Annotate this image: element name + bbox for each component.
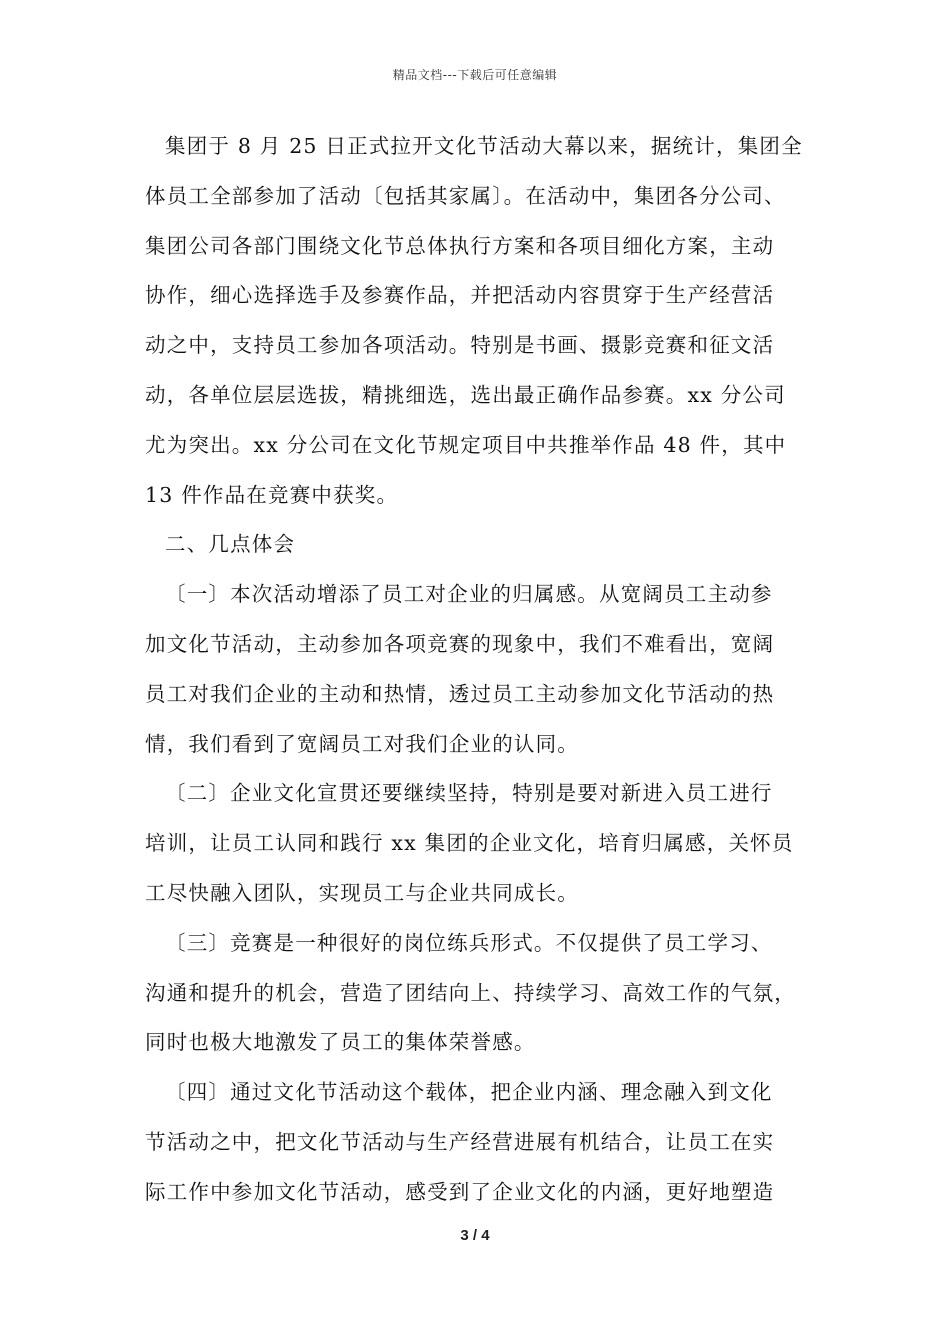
text-line: 情，我们看到了宽阔员工对我们企业的认同。 xyxy=(145,731,579,756)
paragraph-point-4 xyxy=(145,1068,810,1217)
paragraph-point-1 xyxy=(145,570,810,769)
section-heading-text: 二、几点体会 xyxy=(165,532,296,557)
text-line: 节活动之中，把文化节活动与生产经营进展有机结合，让员工在实 xyxy=(145,1129,775,1154)
text-line: 工尽快融入团队，实现员工与企业共同成长。 xyxy=(145,880,579,905)
page-header: 精品文档---下载后可任意编辑 xyxy=(392,68,558,82)
text-line: 沟通和提升的机会，营造了团结向上、持续学习、高效工作的气氛， xyxy=(145,980,796,1005)
text-line: 加文化节活动，主动参加各项竞赛的现象中，我们不难看出，宽阔 xyxy=(145,631,775,656)
text-line: 动之中，支持员工参加各项活动。特别是书画、摄影竞赛和征文活 xyxy=(145,333,775,358)
text-line: 同时也极大地激发了员工的集体荣誉感。 xyxy=(145,1030,536,1055)
text-line: 〔四〕通过文化节活动这个载体，把企业内涵、理念融入到文化 xyxy=(165,1080,773,1105)
paragraph-point-3 xyxy=(145,919,810,1068)
text-line: 〔三〕竞赛是一种很好的岗位练兵形式。不仅提供了员工学习、 xyxy=(165,930,773,955)
paragraph-activity-summary xyxy=(145,122,810,520)
text-line: 际工作中参加文化节活动，感受到了企业文化的内涵，更好地塑造 xyxy=(145,1179,775,1204)
section-heading xyxy=(145,520,810,570)
text-line: 集团公司各部门围绕文化节总体执行方案和各项目细化方案，主动 xyxy=(145,233,775,258)
text-line: 〔二〕企业文化宣贯还要继续坚持，特别是要对新进入员工进行 xyxy=(165,781,773,806)
text-line: 协作，细心选择选手及参赛作品，并把活动内容贯穿于生产经营活 xyxy=(145,283,775,308)
paragraph-point-2 xyxy=(145,769,810,918)
text-line: 动，各单位层层选拔，精挑细选，选出最正确作品参赛。xx 分公司 xyxy=(145,382,786,407)
page-number: 3 / 4 xyxy=(460,1227,490,1244)
document-body xyxy=(145,122,810,1218)
text-line: 培训，让员工认同和践行 xx 集团的企业文化，培育归属感，关怀员 xyxy=(145,831,794,856)
text-line: 尤为突出。xx 分公司在文化节规定项目中共推举作品 48 件，其中 xyxy=(145,432,787,457)
text-line: 〔一〕本次活动增添了员工对企业的归属感。从宽阔员工主动参 xyxy=(165,582,773,607)
text-line: 13 件作品在竞赛中获奖。 xyxy=(145,482,399,507)
text-line: 集团于 8 月 25 日正式拉开文化节活动大幕以来，据统计，集团全 xyxy=(165,134,803,158)
text-line: 员工对我们企业的主动和热情，透过员工主动参加文化节活动的热 xyxy=(145,681,775,706)
text-line: 体员工全部参加了活动〔包括其家属〕。在活动中，集团各分公司、 xyxy=(145,183,786,208)
